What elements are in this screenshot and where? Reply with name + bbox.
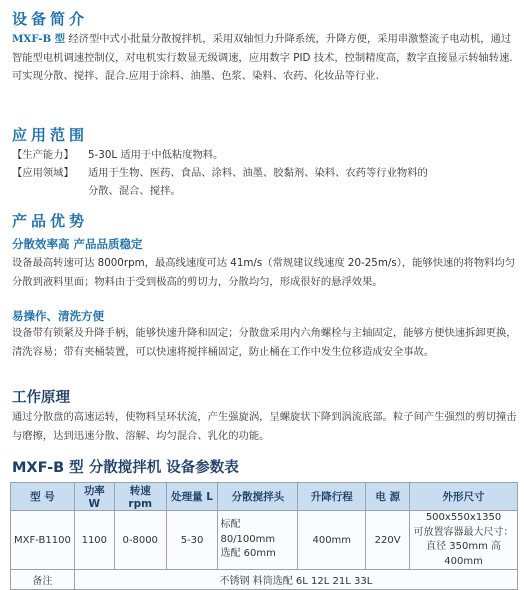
- cell-capacity: 5-30: [166, 511, 218, 570]
- header-speed: 转速 rpm: [114, 483, 166, 511]
- cell-stroke: 400mm: [298, 511, 366, 570]
- advantage-heading-efficiency: 分散效率高 产品品质稳定: [12, 237, 143, 251]
- header-capacity: 处理量 L: [166, 483, 218, 511]
- scope-row-fields: [12, 164, 428, 183]
- cell-speed: 0-8000: [114, 511, 166, 570]
- section-title-principle: 工作原理: [12, 390, 70, 406]
- cell-voltage: 220V: [366, 511, 410, 570]
- dimensions-container-label: 可放置容器最大尺寸：: [413, 526, 514, 538]
- spec-header-row: [11, 483, 518, 511]
- cell-power: 1100: [74, 511, 114, 570]
- cell-head: [218, 511, 298, 570]
- scope-value: 5-30L 适用于中低粘度物料。: [88, 149, 224, 161]
- cell-note-label: 备注: [11, 570, 75, 590]
- header-dimensions: 外形尺寸: [410, 483, 518, 511]
- advantage-body-efficiency: 设备最高转速可达 8000rpm，最高线速度可达 41m/s（常规建议线速度 20-25m/s），能够快速的将物料均匀分散到液料里面；物料由于受到极高的剪切力，分散均匀，形成很好的悬浮效果。: [12, 257, 516, 288]
- head-standard: 标配 80/100mm: [220, 519, 276, 545]
- section-title-intro: 设备简介: [12, 10, 89, 28]
- principle-body: 通过分散盘的高速运转，使物料呈环状流，产生强旋涡，呈螺旋状下降到涡流底部。粒子间产生强烈的剪切撞击与磨擦，达到迅速分散、溶解、均匀混合、乳化的功能。: [12, 411, 517, 442]
- header-head: 分散搅拌头: [218, 483, 298, 511]
- cell-dimensions: [410, 511, 518, 570]
- advantage-body-operation: 设备带有锁紧及升降手柄，能够快速升降和固定；分散盘采用内六角螺栓与主轴固定，能够方便快速拆卸更换，清洗容易；带有夹桶装置，可以快速将搅拌桶固定，防止桶在工作中发生位移造成安全事故。: [12, 327, 517, 358]
- cell-model: MXF-B1100: [11, 511, 75, 570]
- section-title-scope: 应用范围: [12, 126, 89, 144]
- header-power: 功率 W: [74, 483, 114, 511]
- spec-table: [10, 482, 518, 590]
- section-title-advantages: 产品优势: [12, 212, 89, 230]
- scope-key: 【应用领域】: [12, 167, 74, 179]
- scope-value: 分散、混合、搅拌。: [88, 185, 181, 197]
- head-optional: 选配 60mm: [220, 548, 276, 560]
- spec-data-row: [11, 511, 518, 570]
- advantage-heading-operation: 易操作、清洗方便: [12, 309, 104, 323]
- spec-note-row: [11, 570, 518, 590]
- dimensions-size: 500x550x1350: [425, 512, 502, 523]
- scope-value: 适用于生物、医药、食品、涂料、油墨、胶黏剂、染料、农药等行业物料的: [88, 167, 428, 179]
- intro-paragraph: [12, 30, 518, 86]
- scope-key: 【生产能力】: [12, 149, 74, 161]
- scope-row-capacity: [12, 146, 223, 165]
- dimensions-container-size: 直径 350mm 高 400mm: [426, 541, 502, 567]
- header-model: 型 号: [11, 483, 75, 511]
- intro-body: 经济型中式小批量分散搅拌机，采用双轴恒力升降系统，升降方便，采用串激整流子电动机，通过智能型电机调速控制仪，对电机实行数显无级调速，应用数字 PID 技术，控制精度高，数字直接显示转轴转速.可实现分散、搅拌、混合.应用于涂料、油墨、色浆、染料、农药、化妆品等行业.: [12, 33, 513, 82]
- spec-table-title: MXF-B 型 分散搅拌机 设备参数表: [12, 460, 239, 476]
- header-power-supply: 电 源: [366, 483, 410, 511]
- cell-note-value: 不锈钢 料筒选配 6L 12L 21L 33L: [74, 570, 517, 590]
- header-stroke: 升降行程: [298, 483, 366, 511]
- scope-row-fields-cont: [12, 182, 181, 201]
- intro-lead: MXF-B 型: [12, 33, 66, 45]
